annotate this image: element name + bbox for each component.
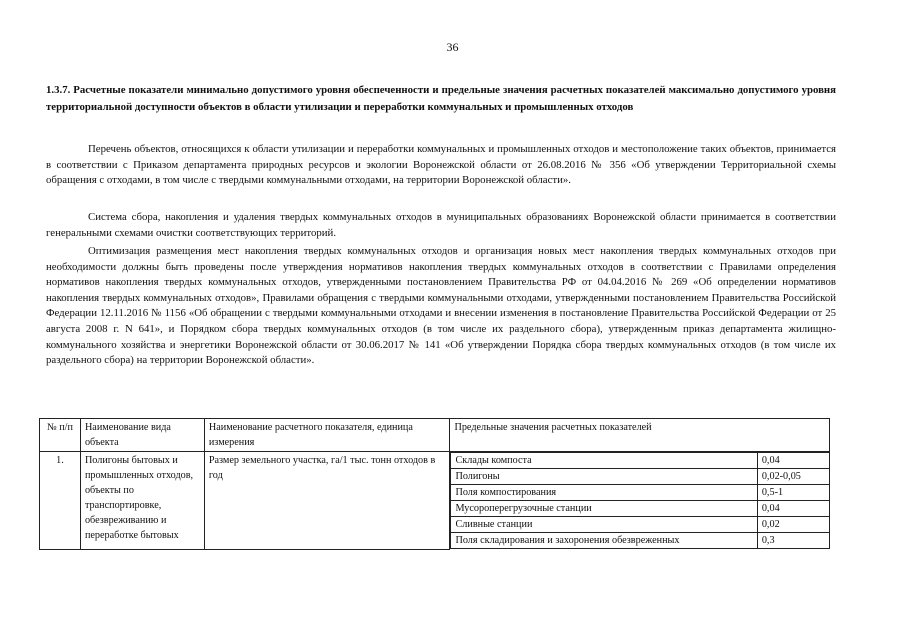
limit-value: 0,02-0,05 <box>757 469 829 485</box>
row-indicator: Размер земельного участка, га/1 тыс. тонн отходов в год <box>204 452 450 550</box>
limit-name: Сливные станции <box>451 517 757 533</box>
limits-cell <box>450 452 830 550</box>
limit-row <box>451 453 829 469</box>
limit-row <box>451 533 829 549</box>
header-object-type: Наименование вида объекта <box>80 419 204 452</box>
row-object-type: Полигоны бытовых и промышленных отходов, объекты по транспортировке, обезвреживанию и переработке бытовых <box>80 452 204 550</box>
limit-value: 0,04 <box>757 501 829 517</box>
limit-name: Полигоны <box>451 469 757 485</box>
table-header-row <box>40 419 830 452</box>
limit-row <box>451 517 829 533</box>
row-num: 1. <box>40 452 81 550</box>
limit-name: Поля складирования и захоронения обезвреженных <box>451 533 757 549</box>
indicators-table <box>39 418 830 550</box>
header-indicator: Наименование расчетного показателя, единица измерения <box>204 419 450 452</box>
limit-name: Поля компостирования <box>451 485 757 501</box>
limit-value: 0,04 <box>757 453 829 469</box>
limit-name: Склады компоста <box>451 453 757 469</box>
limit-row <box>451 501 829 517</box>
limit-value: 0,5-1 <box>757 485 829 501</box>
page-number: 36 <box>446 40 459 54</box>
limits-subtable <box>450 452 829 549</box>
section-heading: 1.3.7. Расчетные показатели минимально допустимого уровня обеспеченности и предельные значения расчетных показателей максимально допустимого уровня территориальной доступности объектов в области утилизации и переработки коммунальных и промышленных отходов <box>46 84 836 113</box>
table-row <box>40 452 830 550</box>
header-num: № п/п <box>40 419 81 452</box>
limit-value: 0,3 <box>757 533 829 549</box>
paragraph-3: Оптимизация размещения мест накопления твердых коммунальных отходов и организация новых мест накопления твердых коммунальных отходов при необходимости должны быть проведены после утверждения нормативов накопления твердых коммунальных отходов в соответствии с Правилами определения нормативов накопления твердых коммунальных отходов, утвержденными постановлением Правительства РФ от 04.04.2016 № 269 «Об определении нормативов накопления твердых коммунальных отходов», Правилами обращения с твердыми коммунальными отходами, утвержденными постановлением Правительства Российской Федерации 12.11.2016 № 1156 «Об обращении с твердыми коммунальными отходами и внесении изменения в постановление Правительства Российской Федерации от 25 августа 2008 г. N 641», и Порядком сбора твердых коммунальных отходов (в том числе их раздельного сбора), утвержденным приказ департамента жилищно-коммунального хозяйства и энергетики Воронежской области от 30.06.2017 № 141 «Об утверждении Порядка сбора твердых коммунальных отходов (в том числе их раздельного сбора) на территории Воронежской области». <box>46 245 836 367</box>
limit-row <box>451 469 829 485</box>
limit-row <box>451 485 829 501</box>
limit-name: Мусороперегрузочные станции <box>451 501 757 517</box>
paragraph-1: Перечень объектов, относящихся к области утилизации и переработки коммунальных и промышленных отходов и местоположение таких объектов, принимается в соответствии с Приказом департамента природных ресурсов и экологии Воронежской области от 26.08.2016 № 356 «Об утверждении Территориальной схемы обращения с отходами, в том числе с твердыми коммунальными отходами, на территории Воронежской области». <box>46 143 836 187</box>
paragraph-2: Система сбора, накопления и удаления твердых коммунальных отходов в муниципальных образованиях Воронежской области принимается в соответствии генеральными схемами очистки соответствующих территорий. <box>46 211 836 239</box>
limit-value: 0,02 <box>757 517 829 533</box>
header-limits: Предельные значения расчетных показателей <box>450 419 830 452</box>
